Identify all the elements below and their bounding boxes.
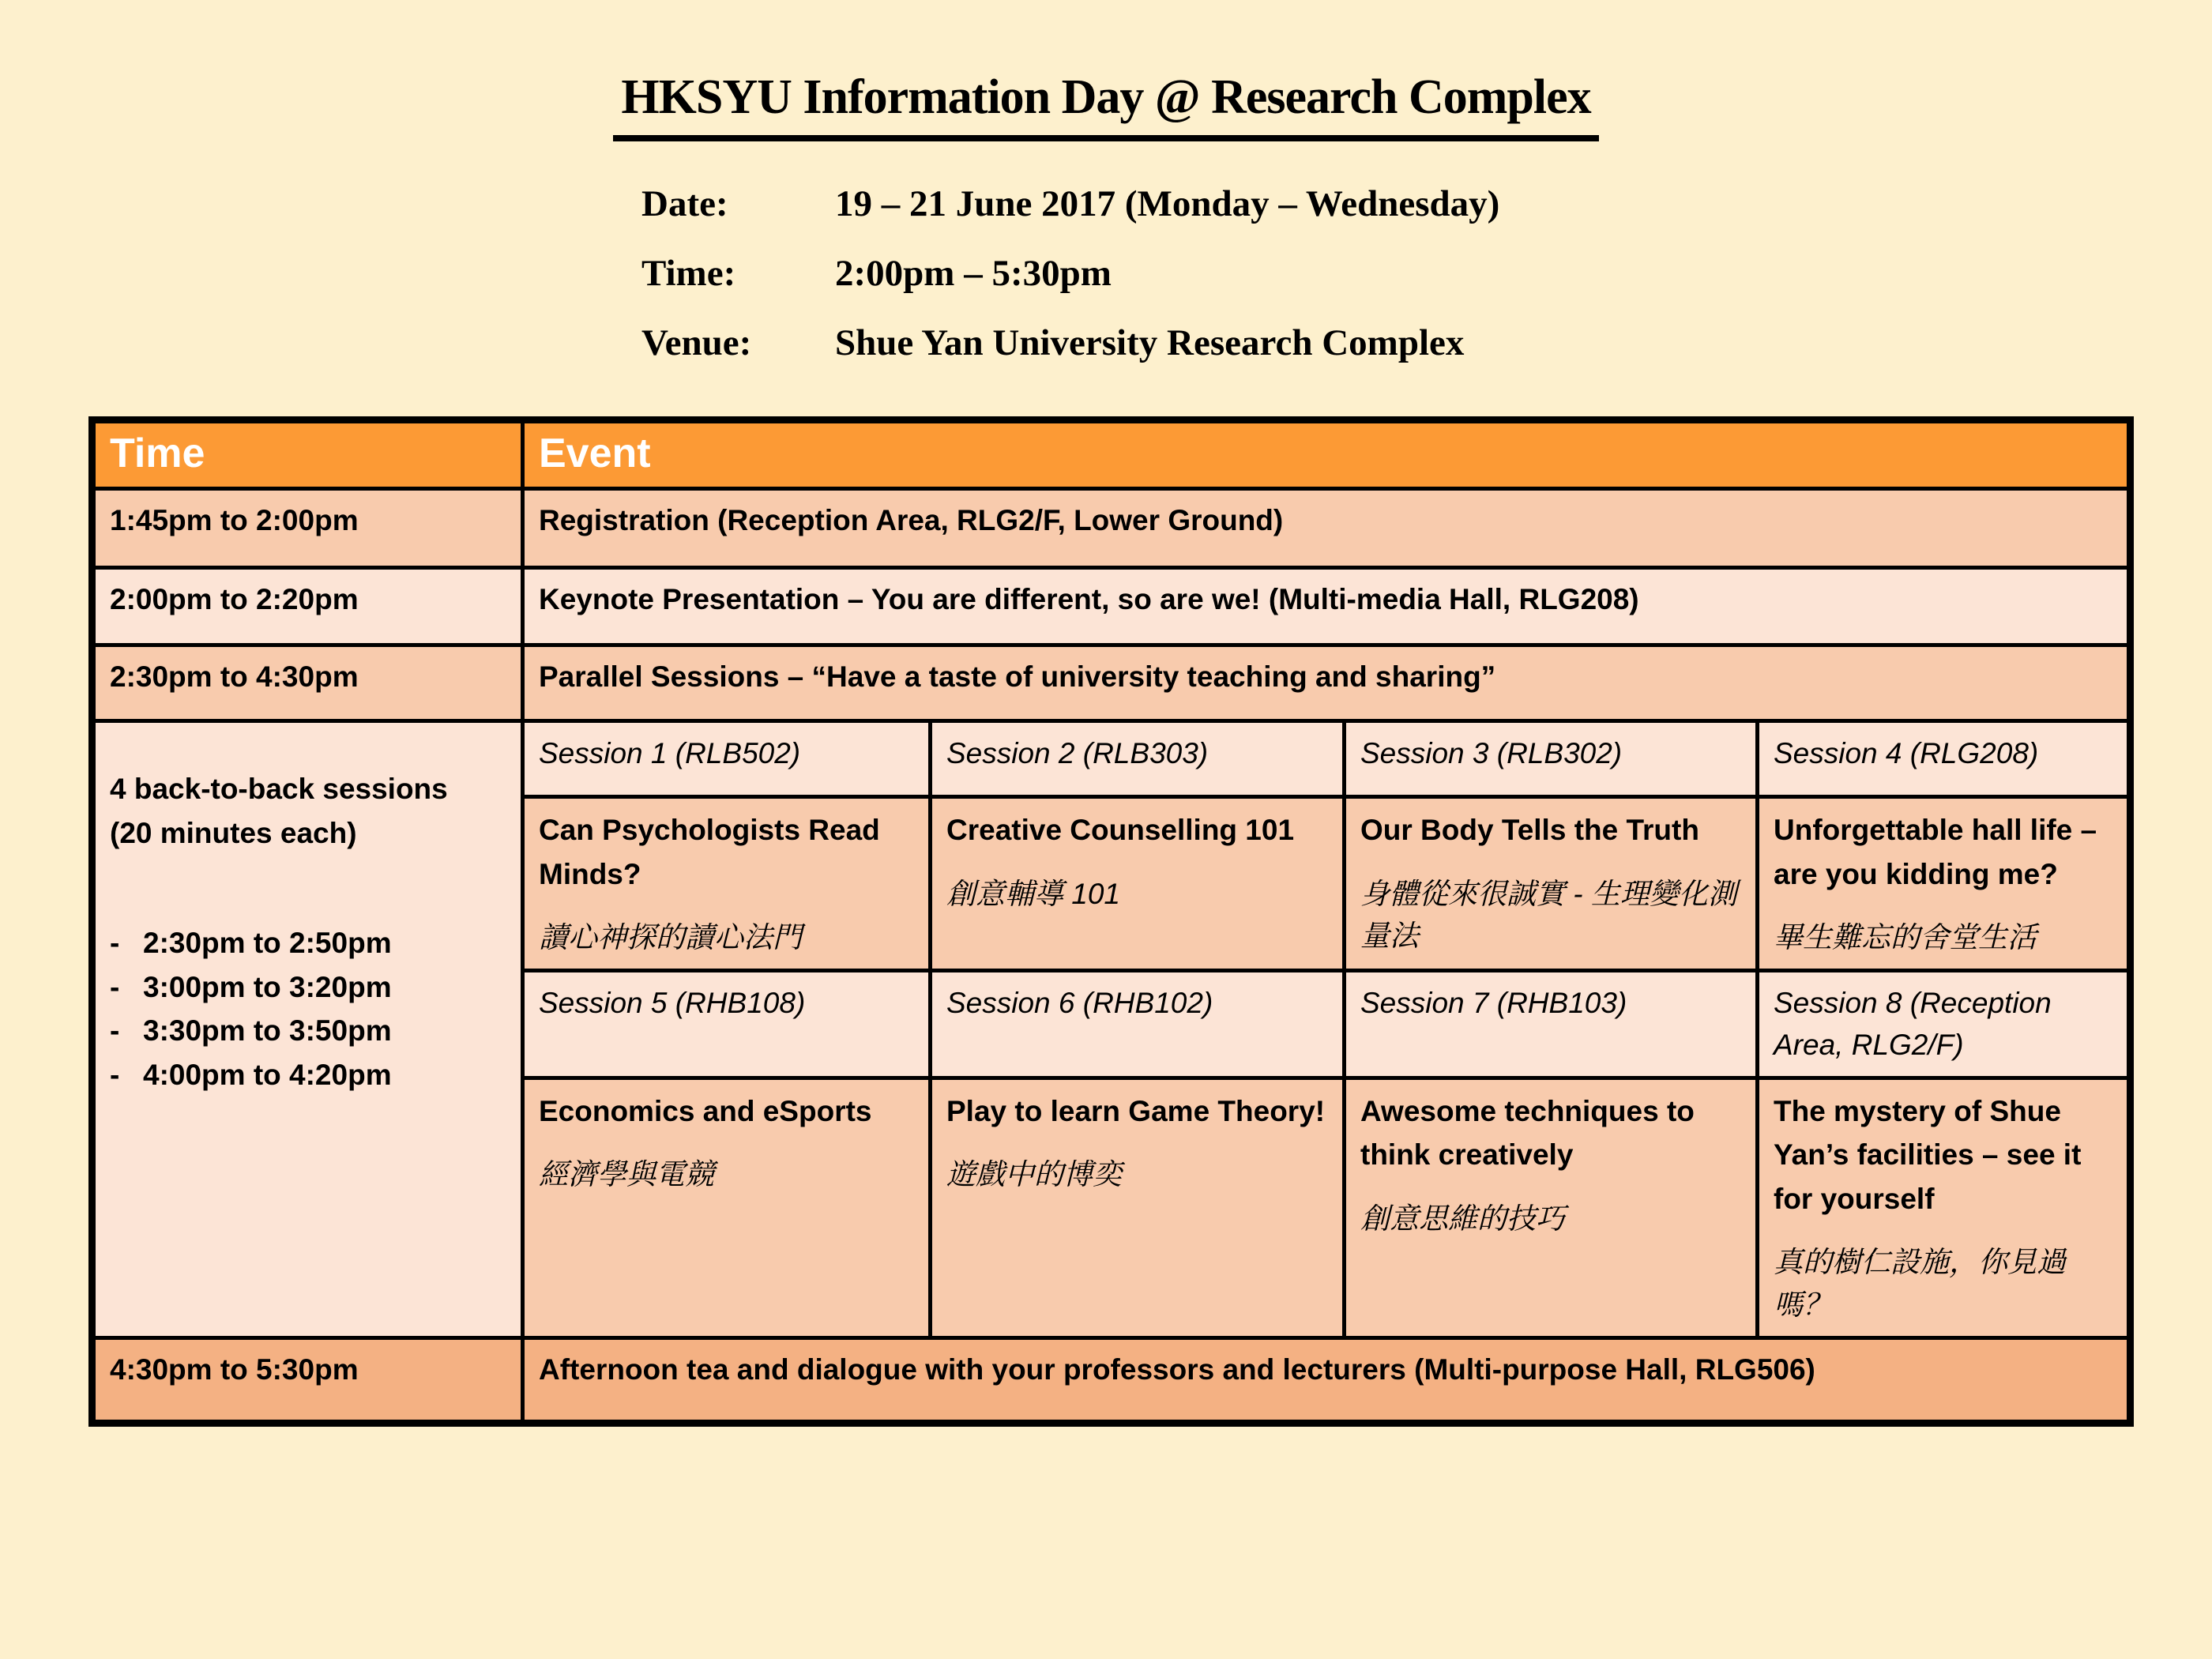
info-row-venue <box>641 322 2212 364</box>
title-row <box>0 0 2212 141</box>
session-4-title-chinese: 畢生難忘的舍堂生活 <box>1774 921 2037 954</box>
list-item <box>110 965 506 1010</box>
note-line-2: (20 minutes each) <box>110 816 357 849</box>
session-7-cell <box>1345 1078 1758 1337</box>
time-value: 2:00pm – 5:30pm <box>835 253 1112 294</box>
table-row <box>92 568 2131 645</box>
session-2-title-chinese: 創意輔導 101 <box>946 877 1121 910</box>
session-6-title: Play to learn Game Theory! <box>946 1094 1326 1127</box>
session-8-cell <box>1758 1078 2131 1337</box>
date-label: Date: <box>641 183 728 224</box>
afternoon-tea-time: 4:30pm to 5:30pm <box>92 1337 523 1423</box>
page-title: HKSYU Information Day @ Research Complex <box>613 70 1598 141</box>
event-column-header: Event <box>523 420 2131 489</box>
list-item <box>110 1009 506 1053</box>
table-row <box>92 645 2131 721</box>
keynote-time: 2:00pm to 2:20pm <box>92 568 523 645</box>
session-1-cell <box>523 797 931 971</box>
session-3-header: Session 3 (RLB302) <box>1345 721 1758 797</box>
session-8-title-chinese: 真的樹仁設施，你見過嗎？ <box>1774 1246 2066 1322</box>
session-8-header: Session 8 (Reception Area, RLG2/F) <box>1758 970 2131 1078</box>
slot-bullet: - <box>110 1014 120 1047</box>
info-row-date <box>641 182 2212 225</box>
slot-bullet: - <box>110 1058 120 1091</box>
session-2-cell <box>931 797 1345 971</box>
slot-list <box>110 921 506 1097</box>
session-7-title-chinese: 創意思維的技巧 <box>1360 1202 1565 1235</box>
session-6-header: Session 6 (RHB102) <box>931 970 1345 1078</box>
session-5-header: Session 5 (RHB108) <box>523 970 931 1078</box>
list-item <box>110 1053 506 1097</box>
slot-time: 3:00pm to 3:20pm <box>143 970 392 1003</box>
time-column-header: Time <box>92 420 523 489</box>
slot-time: 3:30pm to 3:50pm <box>143 1014 392 1047</box>
table-row <box>92 489 2131 568</box>
session-4-header: Session 4 (RLG208) <box>1758 721 2131 797</box>
back-to-back-sessions-note <box>92 721 523 1338</box>
session-4-cell <box>1758 797 2131 971</box>
afternoon-tea-event: Afternoon tea and dialogue with your professors and lecturers (Multi-purpose Hall, RLG506) <box>523 1337 2131 1423</box>
session-2-header: Session 2 (RLB303) <box>931 721 1345 797</box>
session-header-row-1 <box>92 721 2131 797</box>
session-3-cell <box>1345 797 1758 971</box>
registration-time: 1:45pm to 2:00pm <box>92 489 523 568</box>
session-1-title-chinese: 讀心神探的讀心法門 <box>539 921 802 954</box>
session-3-title-chinese: 身體從來很誠實 - 生理變化測量法 <box>1360 877 1737 953</box>
parallel-sessions-event: Parallel Sessions – “Have a taste of university teaching and sharing” <box>523 645 2131 721</box>
session-8-title: The mystery of Shue Yan’s facilities – see it for yourself <box>1774 1094 2082 1215</box>
session-5-title-chinese: 經濟學與電競 <box>539 1158 714 1191</box>
table-header-row <box>92 420 2131 489</box>
time-label: Time: <box>641 253 736 294</box>
event-info-block <box>641 182 2212 364</box>
session-7-header: Session 7 (RHB103) <box>1345 970 1758 1078</box>
venue-label: Venue: <box>641 322 752 363</box>
date-value: 19 – 21 June 2017 (Monday – Wednesday) <box>835 183 1500 224</box>
table-row <box>92 1337 2131 1423</box>
list-item <box>110 921 506 965</box>
parallel-sessions-time: 2:30pm to 4:30pm <box>92 645 523 721</box>
session-1-title: Can Psychologists Read Minds? <box>539 814 880 890</box>
session-2-title: Creative Counselling 101 <box>946 814 1295 846</box>
slot-bullet: - <box>110 927 120 959</box>
registration-event: Registration (Reception Area, RLG2/F, Lower Ground) <box>523 489 2131 568</box>
venue-value: Shue Yan University Research Complex <box>835 322 1465 363</box>
session-5-cell <box>523 1078 931 1337</box>
note-line-1: 4 back-to-back sessions <box>110 773 448 805</box>
session-3-title: Our Body Tells the Truth <box>1360 814 1699 846</box>
session-6-title-chinese: 遊戲中的博奕 <box>946 1158 1122 1191</box>
schedule-table <box>88 416 2134 1427</box>
slot-time: 4:00pm to 4:20pm <box>143 1058 392 1091</box>
session-6-cell <box>931 1078 1345 1337</box>
slot-time: 2:30pm to 2:50pm <box>143 927 392 959</box>
session-4-title: Unforgettable hall life – are you kidding me? <box>1774 814 2097 890</box>
info-row-time <box>641 252 2212 295</box>
keynote-event: Keynote Presentation – You are different, so are we! (Multi-media Hall, RLG208) <box>523 568 2131 645</box>
session-5-title: Economics and eSports <box>539 1094 872 1127</box>
slot-bullet: - <box>110 970 120 1003</box>
session-7-title: Awesome techniques to think creatively <box>1360 1094 1695 1172</box>
session-1-header: Session 1 (RLB502) <box>523 721 931 797</box>
